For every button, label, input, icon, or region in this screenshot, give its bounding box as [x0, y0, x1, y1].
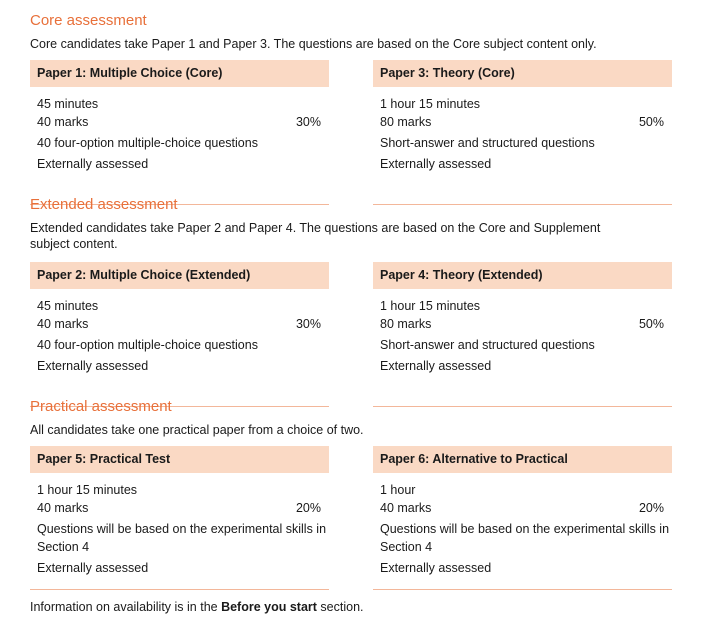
paper-details — [30, 87, 329, 205]
paper-duration: 1 hour 15 minutes — [380, 97, 481, 111]
paper-weight: 20% — [295, 501, 321, 515]
paper-description: Short-answer and structured questions — [380, 338, 595, 352]
paper-details — [30, 473, 329, 590]
section-intro: Extended candidates take Paper 2 and Paper 4. The questions are based on the Core and Supplement subject content. — [30, 221, 601, 251]
paper-marks: 40 marks — [37, 317, 89, 331]
paper-description: 40 four-option multiple-choice questions — [37, 338, 258, 352]
paper-card-5 — [30, 446, 329, 590]
paper-details — [373, 473, 672, 590]
paper-marks: 40 marks — [37, 115, 89, 129]
paper-card-6 — [373, 446, 672, 590]
paper-assessment-type: Externally assessed — [37, 157, 149, 171]
availability-note-prefix: Information on availability is in the — [30, 600, 222, 614]
paper-duration: 1 hour 15 minutes — [380, 299, 481, 313]
paper-weight: 50% — [638, 115, 664, 129]
section-title: Core assessment — [30, 12, 147, 29]
paper-weight: 30% — [295, 115, 321, 129]
section-title: Extended assessment — [30, 196, 178, 213]
paper-details — [373, 87, 672, 205]
paper-card-4 — [373, 262, 672, 407]
paper-description: Questions will be based on the experimental skills in Section 4 — [37, 522, 327, 554]
paper-description: Questions will be based on the experimental skills in Section 4 — [380, 522, 670, 554]
paper-marks: 80 marks — [380, 317, 432, 331]
section-intro: All candidates take one practical paper from a choice of two. — [30, 423, 364, 437]
paper-duration: 1 hour 15 minutes — [37, 483, 138, 497]
paper-card-1 — [30, 60, 329, 205]
paper-description: 40 four-option multiple-choice questions — [37, 136, 258, 150]
paper-assessment-type: Externally assessed — [380, 561, 492, 575]
paper-assessment-type: Externally assessed — [37, 561, 149, 575]
paper-title: Paper 3: Theory (Core) — [373, 60, 672, 87]
paper-weight: 30% — [295, 317, 321, 331]
before-you-start-reference: Before you start — [221, 600, 317, 614]
paper-card-2 — [30, 262, 329, 407]
paper-duration: 45 minutes — [37, 97, 99, 111]
paper-assessment-type: Externally assessed — [37, 359, 149, 373]
paper-card-3 — [373, 60, 672, 205]
paper-title: Paper 4: Theory (Extended) — [373, 262, 672, 289]
paper-details — [373, 289, 672, 407]
paper-marks: 40 marks — [380, 501, 432, 515]
paper-assessment-type: Externally assessed — [380, 359, 492, 373]
section-intro: Core candidates take Paper 1 and Paper 3. The questions are based on the Core subject content only. — [30, 37, 597, 51]
paper-weight: 20% — [638, 501, 664, 515]
availability-note-suffix: section. — [316, 600, 364, 614]
paper-assessment-type: Externally assessed — [380, 157, 492, 171]
paper-duration: 1 hour — [380, 483, 416, 497]
paper-marks: 80 marks — [380, 115, 432, 129]
paper-weight: 50% — [638, 317, 664, 331]
paper-marks: 40 marks — [37, 501, 89, 515]
paper-title: Paper 1: Multiple Choice (Core) — [30, 60, 329, 87]
paper-title: Paper 2: Multiple Choice (Extended) — [30, 262, 329, 289]
paper-duration: 45 minutes — [37, 299, 99, 313]
paper-title: Paper 5: Practical Test — [30, 446, 329, 473]
section-title: Practical assessment — [30, 398, 172, 415]
paper-details — [30, 289, 329, 407]
availability-note — [30, 598, 364, 616]
paper-title: Paper 6: Alternative to Practical — [373, 446, 672, 473]
paper-description: Short-answer and structured questions — [380, 136, 595, 150]
